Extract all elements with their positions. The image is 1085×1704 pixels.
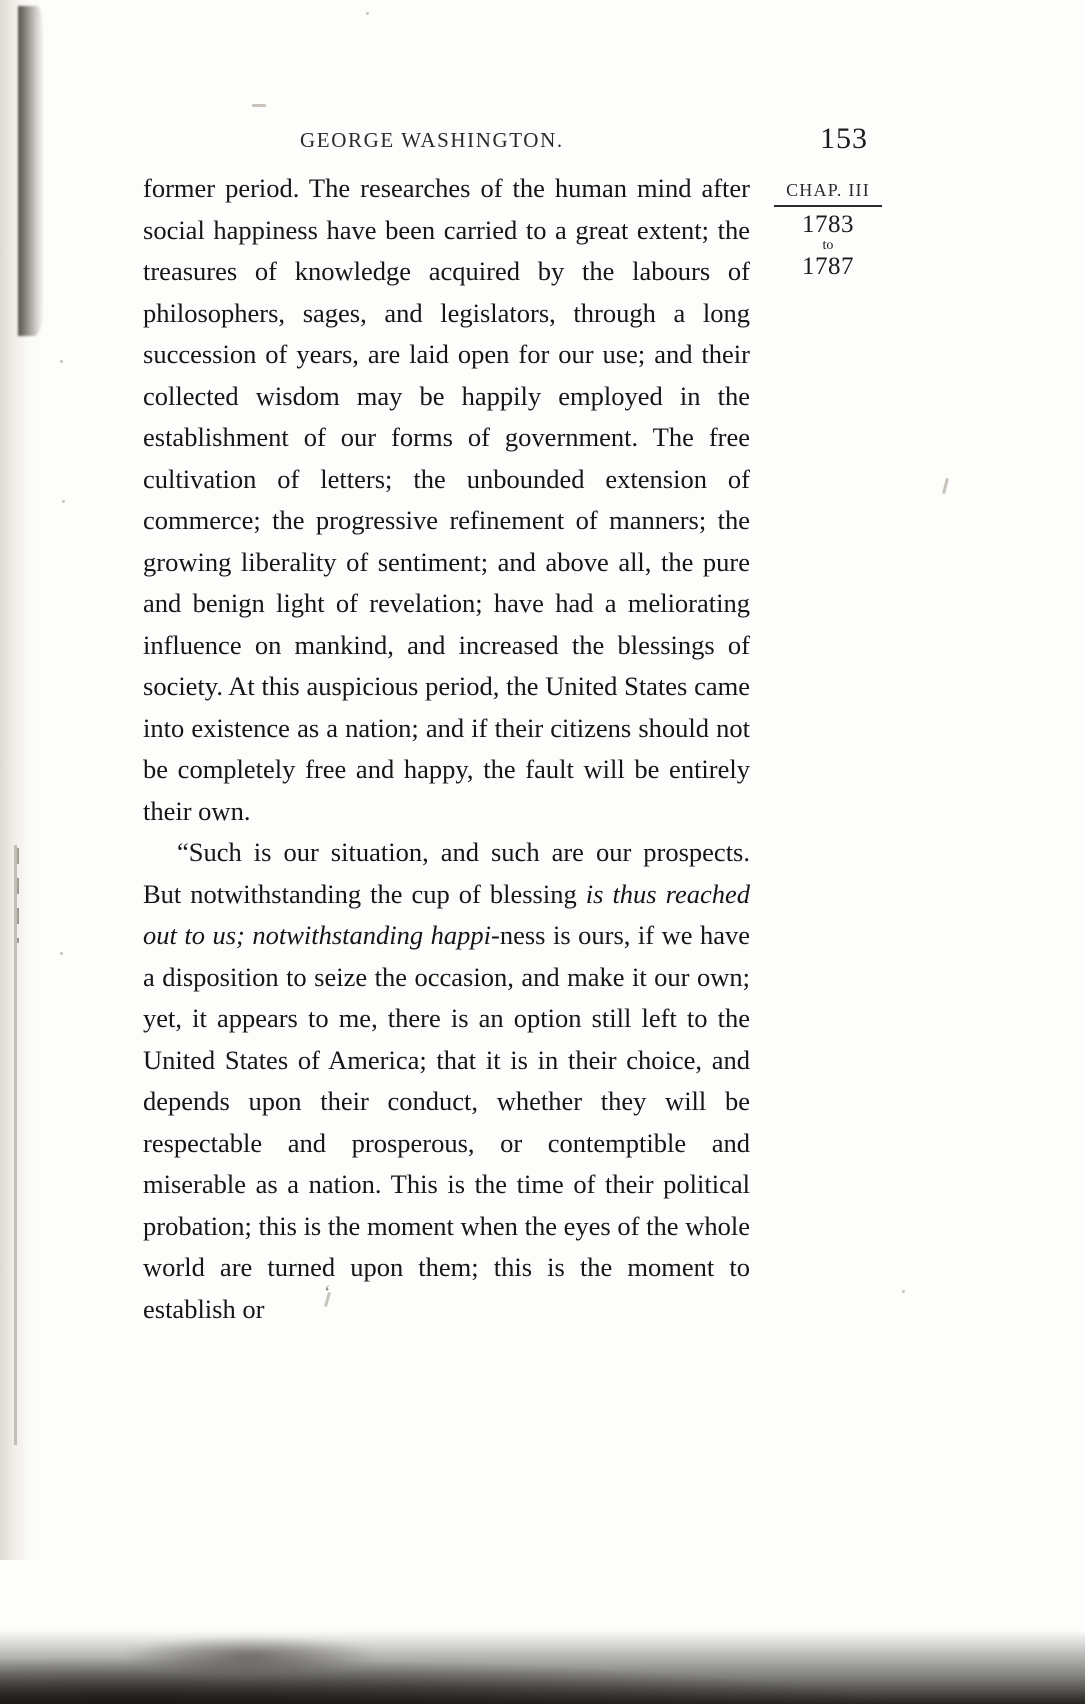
year-from: 1783 <box>802 211 854 238</box>
marginal-note <box>763 180 893 281</box>
year-to: 1787 <box>802 253 854 280</box>
paragraph-2 <box>143 832 750 1330</box>
paragraph-2-text-a: “Such is our situation, and such are our prospects. But notwithstanding the cup of blessing <box>143 837 750 909</box>
page-number: 153 <box>820 122 868 155</box>
chapter-label: CHAP. III <box>786 180 870 200</box>
year-connector: to <box>822 238 834 253</box>
paragraph-2-text-b: ness is ours, if we have a disposition to seize the occasion, and make it our own; yet, it appears to me, there is an option still left to the United States of America; that it is in their choice, and depends upon their conduct, whether they will be respectable and prosperous, or contemptible and miserable as a nation. This is the time of their political probation; this is the moment when the eyes of the whole world are turned upon them; this is the moment to establish or <box>143 920 751 1324</box>
paragraph-2-italic-phrase: is thus reached out to us; notwithstanding happi- <box>143 878 751 950</box>
running-head: GEORGE WASHINGTON. <box>300 128 564 152</box>
body-text-column <box>143 168 750 1330</box>
paragraph-1: former period. The researches of the human mind after social happiness have been carried to a great extent; the treasures of knowledge acquired by the labours of philosophers, sages, and legislators, through a long succession of years, are laid open for our use; and their collected wisdom may be happily employed in the establishment of our forms of government. The free cultivation of letters; the unbounded extension of commerce; the progressive refinement of manners; the growing liberality of sentiment; and above all, the pure and benign light of revelation; have had a meliorating influence on mankind, and increased the blessings of society. At this auspicious period, the United States came into existence as a nation; and if their citizens should not be completely free and happy, the fault will be entirely their own. <box>143 173 750 826</box>
stray-pen-mark: ‘ <box>324 1282 331 1304</box>
marginal-rule <box>774 205 882 207</box>
